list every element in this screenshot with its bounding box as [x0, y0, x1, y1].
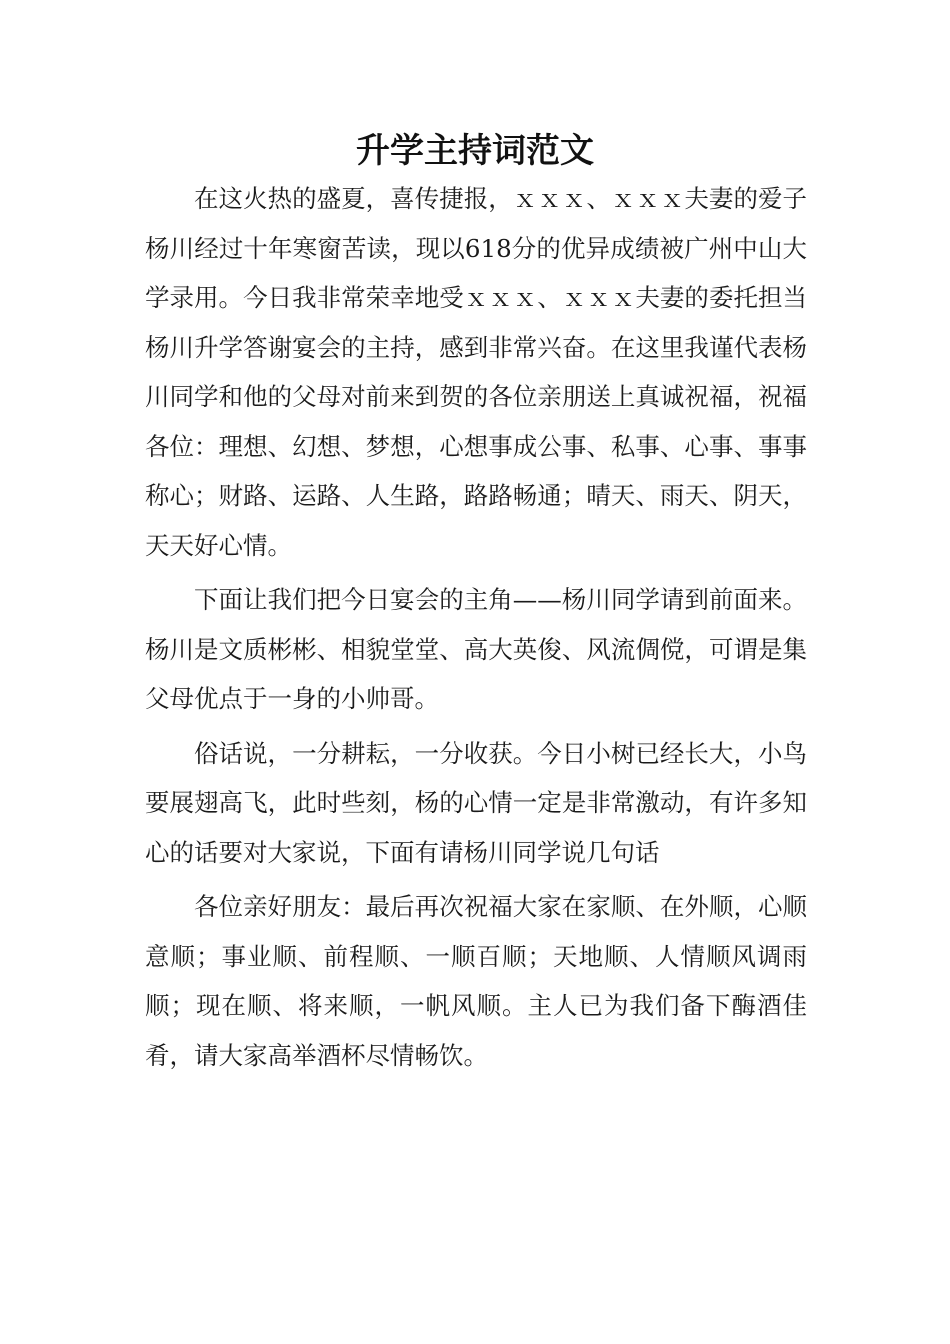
page-title: 升学主持词范文 [356, 131, 594, 171]
document-body [145, 174, 807, 1080]
paragraph-2: 下面让我们把今日宴会的主角——杨川同学请到前面来。杨川是文质彬彬、相貌堂堂、高大英俊、风流倜傥，可谓是集父母优点于一身的小帅哥。 [145, 585, 807, 713]
paragraph-1: 在这火热的盛夏，喜传捷报，ｘｘｘ、ｘｘｘ夫妻的爱子杨川经过十年寒窗苦读，现以618分的优异成绩被广州中山大学录用。今日我非常荣幸地受ｘｘｘ、ｘｘｘ夫妻的委托担当杨川升学答谢宴会的主持，感到非常兴奋。在这里我谨代表杨川同学和他的父母对前来到贺的各位亲朋送上真诚祝福，祝福各位：理想、幻想、梦想，心想事成公事、私事、心事、事事称心；财路、运路、人生路，路路畅通；晴天、雨天、阴天，天天好心情。 [145, 184, 807, 560]
paragraph-4: 各位亲好朋友：最后再次祝福大家在家顺、在外顺，心顺意顺；事业顺、前程顺、一顺百顺；天地顺、人情顺风调雨顺；现在顺、将来顺，一帆风顺。主人已为我们备下酶酒佳肴，请大家高举酒杯尽情畅饮。 [145, 892, 807, 1070]
paragraph-3: 俗话说，一分耕耘，一分收获。今日小树已经长大，小鸟要展翅高飞，此时些刻，杨的心情一定是非常激动，有许多知心的话要对大家说，下面有请杨川同学说几句话 [145, 738, 807, 867]
